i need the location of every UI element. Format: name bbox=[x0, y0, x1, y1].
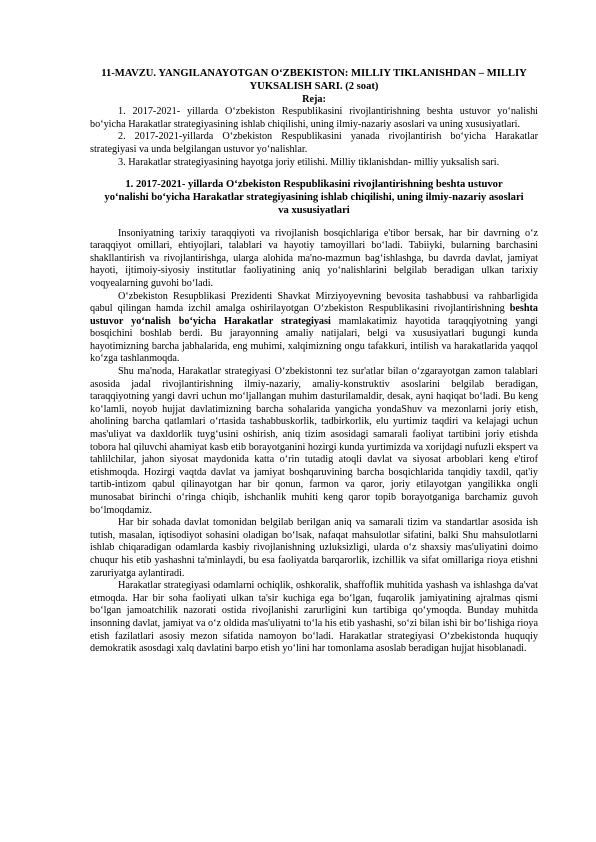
paragraph-2-bold: beshta ustuvor yo‘nalish bo‘yicha Harakatlar strategiyasi bbox=[90, 303, 538, 327]
paragraph-5: Harakatlar strategiyasi odamlarni ochiqlik, oshkoralik, shaffoflik muhitida yashash va ishlashga da'vat etmoqda. Har bir soha faoliyati ulkan ta'sir kuchiga ega bo‘lgan, fuqarolik jamiyatining ajralmas qismi bo‘lgan jamoatchilik nazorati ostida rivojlanishi zarurligini kun tartibiga qo‘ymoqda. Bunday muhitda insonning davlat, jamiyat va o‘z oldida mas'uliyatni to‘la his etib yashashi, so‘zi bilan ishi bir bo‘lishiga rioya etish fazilatlari asosiy mezon sifatida namoyon bo‘ladi. Harakatlar strategiyasi O‘zbekistonda huquqiy demokratik asosdagi xalq davlatini barpo etish yo‘lini har tomonlama asoslab beradigan hujjat hisoblanadi. bbox=[90, 580, 538, 655]
plan-heading: Reja: bbox=[302, 93, 326, 105]
document-title: 11-MAVZU. YANGILANAYOTGAN O‘ZBEKISTON: MILLIY TIKLANISHDAN – MILLIY YUKSALISH SARI. (2 soat) bbox=[101, 68, 527, 92]
plan-item-3: 3. Harakatlar strategiyasining hayotga joriy etilishi. Milliy tiklanishdan- milliy yuksalish sari. bbox=[118, 156, 500, 168]
plan-item-2: 2. 2017-2021-yillarda O‘zbekiston Respublikasini yanada rivojlantirish bo‘yicha Harakatlar strategiyasi va unda belgilangan ustuvor yo‘nalishlar. bbox=[90, 131, 538, 155]
paragraph-2 bbox=[90, 291, 538, 367]
paragraph-4: Har bir sohada davlat tomonidan belgilab berilgan aniq va samarali tizim va standartlar asosida ish tutish, masalan, iqtisodiyot sohasini oladigan bo‘lsak, nafaqat mahsulotlar sifatini, balki Shu mahsulotlarni ishlab chiqaradigan odamlarda kasbiy rivojlanishning uzluksizligi, ularda o‘z shaxsiy mas'uliyatini doimo chuqur his etib yashashni ta'minlaydi, bu esa faoliyatda barqarorlik, izchillik va sifat omillariga rioya etishni zaruriyatga aylantiradi. bbox=[90, 517, 538, 579]
paragraph-2-end: mamlakatimiz hayotida taraqqiyotning yangi bosqichini boshlab berdi. Bu jarayonning amaliy natijalari, belgi va xususiyatlari bugungi kunda hayotimizning barcha jabhalarida, eng muhimi, xalqimizning ongu tafakkuri, intilish va harakatlarida yaqqol ko‘zga tashlanmoqda. bbox=[90, 315, 539, 365]
paragraph-1: Insoniyatning tarixiy taraqqiyoti va rivojlanish bosqichlariga e'tibor bersak, har bir davrning o‘z taraqqiyot omillari, ehtiyojlari, talablari va hayotiy tamoyillari bo‘ladi. Tabiiyki, bularning barchasini shakllantirish va rivojlantirishga, ularga alohida ma'no-mazmun bag‘ishlashga, bu davrda davlat, jamiyat hayoti, ijtimoiy-siyosiy institutlar faoliyatining aniq yo‘nalishlarini belgilab beradigan ulkan tarixiy voqyealarning guvohi bo‘ladi. bbox=[90, 227, 538, 289]
section-title: 1. 2017-2021- yillarda O‘zbekiston Respublikasini rivojlantirishning beshta ustuvor yo‘nalishi bo‘yicha Harakatlar strategiyasining ishlab chiqilishi, uning ilmiy-nazariy asoslari va xususiyatlari bbox=[104, 179, 524, 216]
plan-item-1: 1. 2017-2021- yillarda O‘zbekiston Respublikasini rivojlantirishning beshta ustuvor yo‘nalishi bo‘yicha Harakatlar strategiyasining ishlab chiqilishi, uning ilmiy-nazariy asoslari va uning xususiyatlari. bbox=[90, 106, 538, 130]
paragraph-3: Shu ma'noda, Harakatlar strategiyasi O‘zbekistonni tez sur'atlar bilan o‘zgarayotgan zamon talablari asosida jadal rivojlantirishning ilmiy-nazariy, amaliy-konstruktiv asoslarini belgilab beradigan, taraqqiyotning yangi davri uchun mo‘ljallangan muhim dasturilamaldir, desak, ayni haqiqat bo‘ladi. Bu keng ko‘lamli, noyob hujjat davlatimizning barcha sohalarida yangicha yondaShuv va mezonlarni joriy etish, aholining barcha qatlamlari o‘rtasida tashabbuskorlik, tadbirkorlik, elu yurtimiz taqdiri va kelajagi uchun mas'uliyat va daxldorlik tuyg‘usini oshirish, aniq tizim asosidagi samarali faoliyat tartibini joriy etishda tobora hal qiluvchi ahamiyat kasb etib borayotganini hozirgi kunda yurtimizda va xorijdagi nufuzli ekspert va tahlilchilar, jahon siyosat maydonida katta o‘rin tutadig atoqli davlat va siyosat arboblari keng e'tirof etishmoqda. Hozirgi vaqtda davlat va jamiyat boshqaruvining barcha bosqichlarida tanqidiy taxdil, qat'iy tartib-intizom qabul qilinayotgan har bir qonun, farmon va qaror, joriy etilayotgan yangilikka ongli munosabat birinchi o‘ringa chiqib, ishchanlik muhiti keng qaror topib borayotganiga barchamiz guvoh bo‘lmoqdamiz. bbox=[90, 366, 538, 516]
paragraph-2-start: O‘zbekiston Resupblikasi Prezidenti Shavkat Mirziyoyevning bevosita tashabbusi va rahbarligida qabul qilingan hamda izchil amalga oshirilayotgan O‘zbekiston Respublikasini rivojlantirishning bbox=[90, 290, 538, 315]
